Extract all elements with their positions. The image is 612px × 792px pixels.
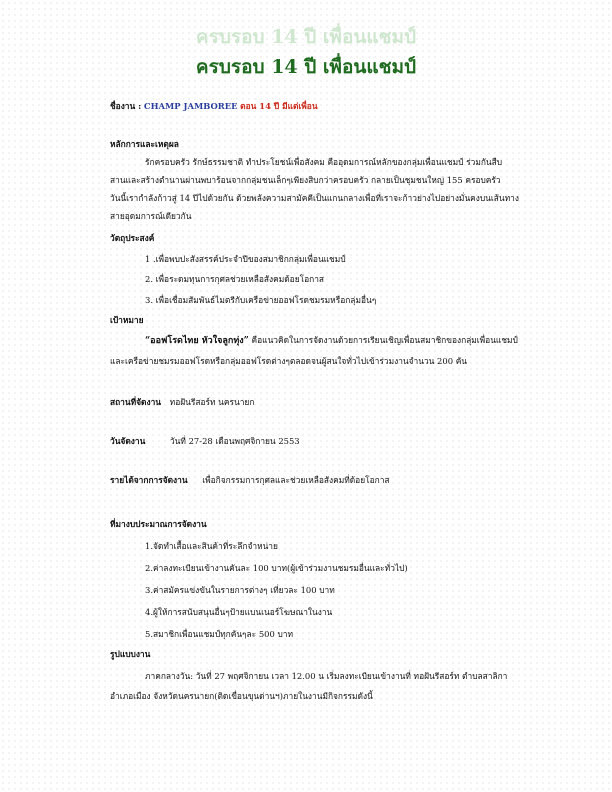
goal-line-1 (145, 334, 518, 347)
venue-label: สถานที่จัดงาน (110, 397, 161, 407)
objective-item: 1 .เพื่อพบปะสังสรรค์ประจำปีของสมาชิกกลุ่มเพื่อนแชมป์ (145, 254, 346, 264)
goal-line-2: และเครือข่ายชมรมออฟโรดหรือกลุ่มออฟโรดต่างๆตลอดจนผู้สนใจทั่วไปเข้าร่วมงานจำนวน 200 คัน (110, 356, 468, 366)
event-name-line (110, 100, 318, 112)
date-value: วันที่ 27-28 เดือนพฤศจิกายน 2553 (169, 436, 300, 446)
event-name-th: ตอน 14 ปี มีแต่เพื่อน (240, 101, 318, 111)
venue-value: ทอฝันรีสอร์ท นครนายก (169, 397, 255, 407)
principle-line-4: สายอุดมการณ์เดียวกัน (110, 211, 192, 221)
budget-heading: ที่มางบประมาณการจัดงาน (110, 519, 207, 529)
objective-item: 3. เพื่อเชื่อมสัมพันธ์ไมตรีกับเครือข่ายออฟโรดชมรมหรือกลุ่มอื่นๆ (145, 295, 377, 305)
format-line-1: ภาคกลางวัน: วันที่ 27 พฤศจิกายน เวลา 12.00 น เริ่มลงทะเบียนเข้างานที่ ทอฝันรีสอร์ท ตำบลสาลิกา (145, 671, 508, 681)
income-line (110, 474, 390, 486)
title-watermark: ครบรอบ 14 ปี เพื่อนแชมป์ (195, 26, 417, 48)
budget-item: 5.สมาชิกเพื่อนแชมป์ทุกคันๆละ 500 บาท (145, 629, 294, 639)
income-value: เพื่อกิจกรรมการกุศลและช่วยเหลือสังคมที่ด้อยโอกาส (202, 475, 390, 485)
goal-quote: “ออฟโรดไทย หัวใจลูกทุ่ง” (145, 336, 249, 346)
goal-text: คือแนวคิดในการจัดงานด้วยการเรียนเชิญเพื่อนสมาชิกของกลุ่มเพื่อนแชมป์ (251, 335, 518, 345)
venue-line (110, 396, 254, 408)
event-name-label: ชื่องาน : (110, 101, 142, 111)
principle-heading: หลักการและเหตุผล (110, 139, 179, 149)
objective-item: 2. เพื่อระดมทุนการกุศลช่วยเหลือสังคมด้อยโอกาส (145, 274, 325, 284)
principle-line-2: สานและสร้างตำนานผ่านพบาร้อนจากกลุ่มชนเล็กๆเพียงสิบกว่าครอบครัว กลายเป็นชุมชนใหญ่ 155 ครอบครัว (110, 175, 501, 185)
format-line-2: อำเภอเมือง จังหวัดนครนายก(ติดเขื่อนขุนด่านฯ)ภายในงานมีกิจกรรมดังนี้ (110, 691, 373, 701)
format-heading: รูปแบบงาน (110, 649, 151, 659)
objectives-heading: วัตถุประสงค์ (110, 233, 155, 243)
principle-line-3: วันนี้เรากำลังก้าวสู่ 14 ปีไปด้วยกัน ด้วยพลังความสามัคคีเป็นแกนกลางเพื่อที่เราจะก้าวย่างไปอย่างมั่นคงบนเส้นทาง (110, 193, 519, 203)
date-label: วันจัดงาน (110, 436, 146, 446)
date-line (110, 435, 300, 447)
income-label: รายได้จากการจัดงาน (110, 475, 188, 485)
page-title: ครบรอบ 14 ปี เพื่อนแชมป์ (195, 56, 417, 78)
budget-item: 2.ค่าลงทะเบียนเข้างานคันละ 100 บาท(ผู้เข้าร่วมงานชมรมอื่นและทั่วไป) (145, 563, 408, 573)
budget-item: 3.ค่าสมัครแข่งขันในรายการต่างๆ เที่ยวละ 100 บาท (145, 585, 335, 595)
goal-heading: เป้าหมาย (110, 315, 144, 325)
budget-item: 4.ผู้ให้การสนับสนุนอื่นๆป้ายแบนเนอร์โฆษณาในงาน (145, 607, 333, 617)
principle-line-1: รักครอบครัว รักษ์ธรรมชาติ ทำประโยชน์เพื่อสังคม คืออุดมการณ์หลักของกลุ่มเพื่อนแชมป์ ร่วมกันสืบ (145, 157, 503, 167)
budget-item: 1.จัดทำเสื้อและสินค้าที่ระลึกจำหน่าย (145, 541, 278, 551)
event-name-en: CHAMP JAMBOREE (143, 101, 238, 111)
